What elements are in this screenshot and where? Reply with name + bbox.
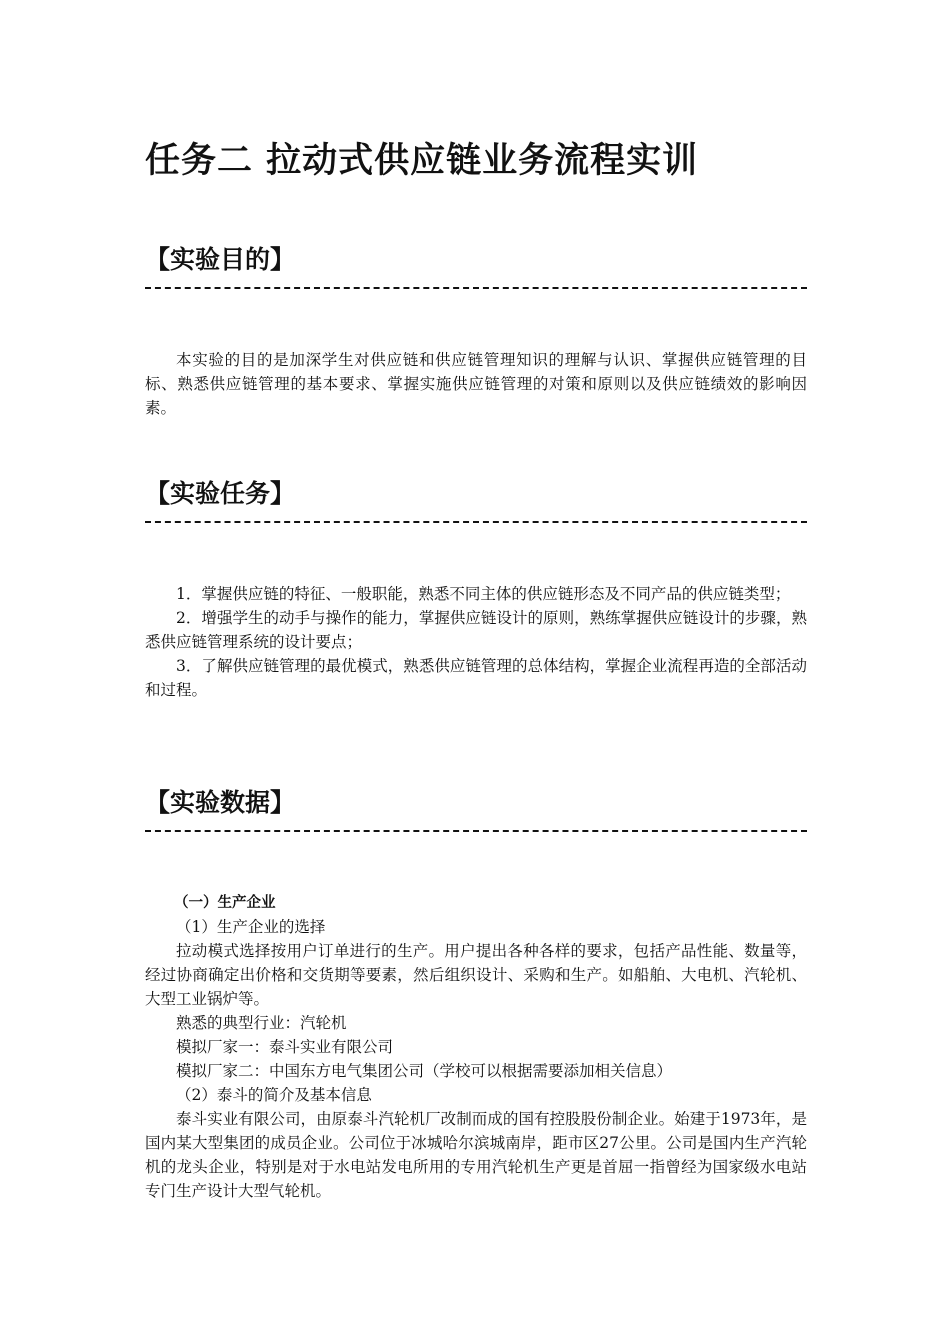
paragraph: （1）生产企业的选择 <box>176 918 326 936</box>
section-divider <box>145 521 807 523</box>
paragraph: （2）泰斗的简介及基本信息 <box>176 1086 372 1104</box>
paragraph: 泰斗实业有限公司，由原泰斗汽轮机厂改制而成的国有控股股份制企业。始建于1973年，是国内某大型集团的成员企业。公司位于冰城哈尔滨城南岸，距市区27公里。公司是国内生产汽轮机的龙头企业，特别是对于水电站发电所用的专用汽轮机生产更是首屈一指曾经为国家级水电站专门生产设计大型气轮机。 <box>145 1110 807 1200</box>
paragraph: 熟悉的典型行业：汽轮机 <box>176 1014 347 1032</box>
paragraph: 模拟厂家二：中国东方电气集团公司（学校可以根据需要添加相关信息） <box>176 1062 673 1080</box>
section-heading-tasks: 【实验任务】 <box>145 479 296 508</box>
paragraph: 模拟厂家一：泰斗实业有限公司 <box>176 1038 394 1056</box>
subsection-heading: （一）生产企业 <box>174 895 276 911</box>
paragraph: 拉动模式选择按用户订单进行的生产。用户提出各种各样的要求，包括产品性能、数量等，经过协商确定出价格和交货期等要素，然后组织设计、采购和生产。如船舶、大电机、汽轮机、大型工业锅炉等。 <box>145 942 807 1008</box>
list-item: 2．增强学生的动手与操作的能力，掌握供应链设计的原则，熟练掌握供应链设计的步骤，熟悉供应链管理系统的设计要点； <box>145 609 807 651</box>
section-divider <box>145 287 807 289</box>
list-item: 3．了解供应链管理的最优模式，熟悉供应链管理的总体结构，掌握企业流程再造的全部活动和过程。 <box>145 657 807 699</box>
list-item: 1．掌握供应链的特征、一般职能，熟悉不同主体的供应链形态及不同产品的供应链类型； <box>176 585 791 603</box>
section-body-data <box>145 891 807 1203</box>
paragraph: 本实验的目的是加深学生对供应链和供应链管理知识的理解与认识、掌握供应链管理的目标、熟悉供应链管理的基本要求、掌握实施供应链管理的对策和原则以及供应链绩效的影响因素。 <box>145 351 807 417</box>
section-body-purpose <box>145 348 807 420</box>
section-divider <box>145 830 807 832</box>
page-title: 任务二 拉动式供应链业务流程实训 <box>145 141 699 181</box>
section-heading-purpose: 【实验目的】 <box>145 245 296 274</box>
section-heading-data: 【实验数据】 <box>145 788 296 817</box>
section-body-tasks <box>145 582 807 702</box>
